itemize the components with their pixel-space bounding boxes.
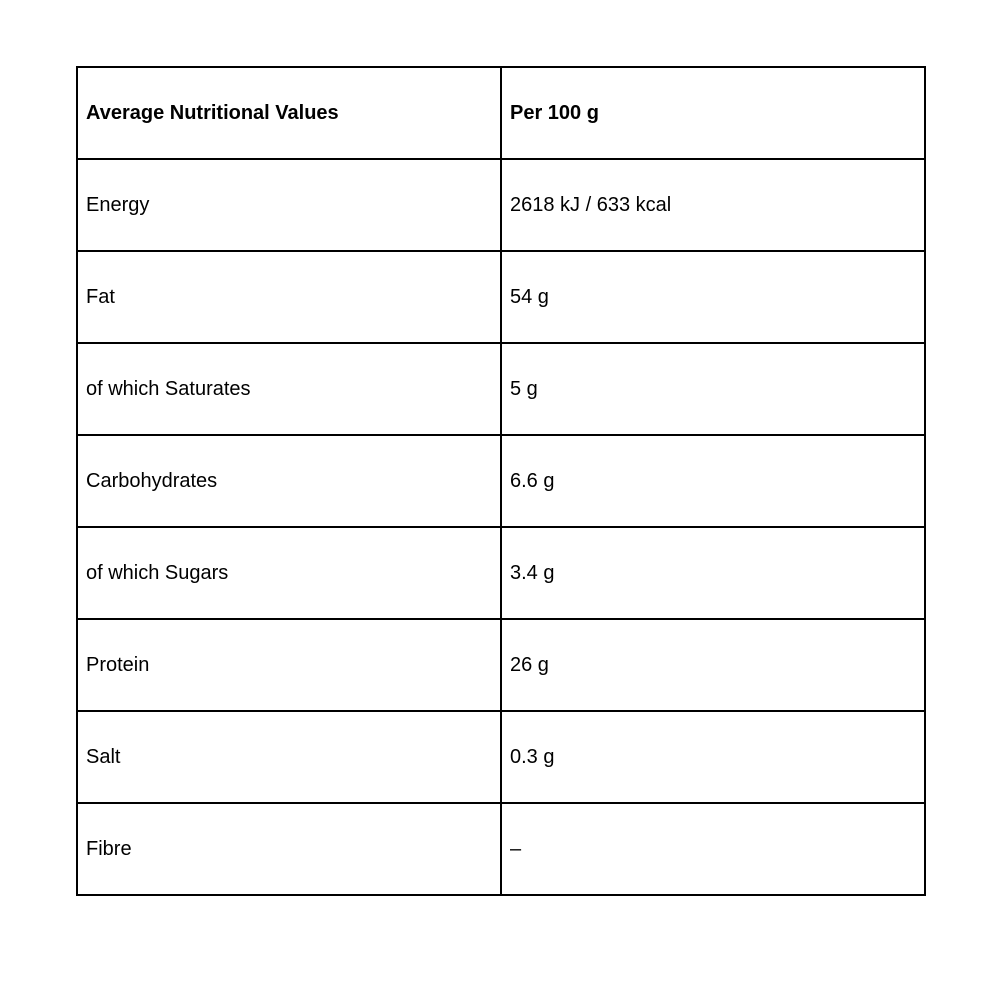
nutrient-amount: – bbox=[501, 803, 925, 895]
nutrient-amount: 0.3 g bbox=[501, 711, 925, 803]
header-amount: Per 100 g bbox=[501, 67, 925, 159]
table-row bbox=[77, 159, 925, 251]
nutrient-amount: 6.6 g bbox=[501, 435, 925, 527]
nutrient-amount: 3.4 g bbox=[501, 527, 925, 619]
nutrient-amount: 2618 kJ / 633 kcal bbox=[501, 159, 925, 251]
nutrient-name: Salt bbox=[77, 711, 501, 803]
nutrient-name: Energy bbox=[77, 159, 501, 251]
table-row bbox=[77, 435, 925, 527]
table-row bbox=[77, 251, 925, 343]
nutrition-table bbox=[76, 66, 926, 896]
table-row bbox=[77, 711, 925, 803]
table-header-row bbox=[77, 67, 925, 159]
nutrient-amount: 54 g bbox=[501, 251, 925, 343]
nutrient-name: of which Sugars bbox=[77, 527, 501, 619]
table-row bbox=[77, 343, 925, 435]
header-nutrient: Average Nutritional Values bbox=[77, 67, 501, 159]
nutrient-name: Fat bbox=[77, 251, 501, 343]
table-row bbox=[77, 803, 925, 895]
table-row bbox=[77, 619, 925, 711]
nutrient-amount: 5 g bbox=[501, 343, 925, 435]
nutrient-name: Fibre bbox=[77, 803, 501, 895]
nutrient-name: of which Saturates bbox=[77, 343, 501, 435]
nutrient-name: Carbohydrates bbox=[77, 435, 501, 527]
nutrient-name: Protein bbox=[77, 619, 501, 711]
table-row bbox=[77, 527, 925, 619]
nutrient-amount: 26 g bbox=[501, 619, 925, 711]
